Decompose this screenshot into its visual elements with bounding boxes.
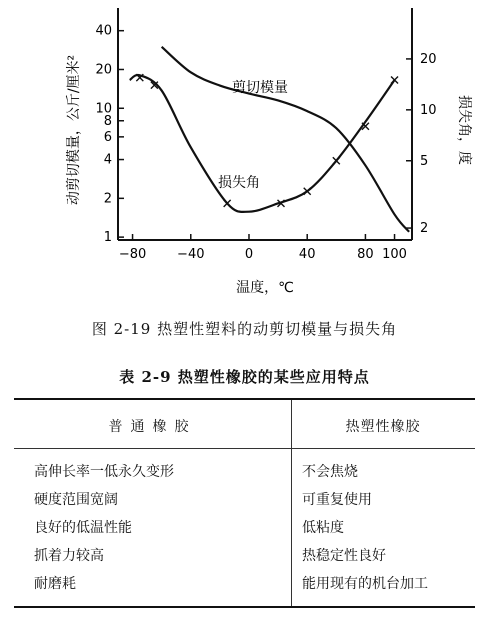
left-tick-label: 1 bbox=[103, 230, 112, 246]
left-tick-label: 40 bbox=[95, 23, 112, 39]
table-row: 高伸长率一低永久变形 bbox=[34, 464, 174, 480]
right-tick-label: 20 bbox=[420, 51, 437, 67]
x-tick-label: −40 bbox=[177, 247, 205, 262]
header-thermoplastic-rubber: 热塑性橡胶 bbox=[345, 419, 421, 435]
chart-marks bbox=[130, 47, 409, 232]
thermoplastic-rubber-list bbox=[302, 462, 428, 602]
left-tick-label: 2 bbox=[103, 191, 112, 207]
x-tick-label: −80 bbox=[118, 247, 147, 262]
table-row: 硬度范围宽阔 bbox=[34, 492, 118, 508]
right-tick-label: 10 bbox=[420, 102, 437, 118]
left-tick-label: 4 bbox=[103, 152, 112, 168]
chart-figure bbox=[0, 0, 489, 300]
header-separator bbox=[14, 448, 475, 449]
data-point-marker bbox=[333, 157, 340, 164]
left-axis-label: 动剪切模量，公斤/厘米² bbox=[66, 54, 82, 206]
left-tick-label: 20 bbox=[95, 62, 112, 78]
right-tick-label: 5 bbox=[420, 153, 429, 169]
data-point-marker bbox=[304, 188, 311, 195]
properties-table bbox=[14, 398, 475, 608]
modulus-curve-label: 剪切模量 bbox=[232, 80, 288, 96]
ordinary-rubber-list bbox=[34, 462, 174, 602]
loss-curve-label: 损失角 bbox=[218, 175, 260, 191]
table-row: 可重复使用 bbox=[302, 492, 372, 508]
x-tick-label: 100 bbox=[382, 247, 407, 262]
x-tick-label: 0 bbox=[244, 247, 254, 262]
table-row: 良好的低温性能 bbox=[34, 520, 132, 536]
modulus-curve bbox=[162, 47, 409, 232]
table-row: 耐磨耗 bbox=[34, 576, 76, 592]
x-tick-label: 80 bbox=[357, 247, 374, 262]
header-ordinary-rubber: 普通橡胶 bbox=[108, 419, 197, 435]
table-row: 抓着力较高 bbox=[34, 548, 104, 564]
x-axis-label: 温度，℃ bbox=[236, 280, 294, 296]
figure-caption: 图 2-19 热塑性塑料的动剪切模量与损失角 bbox=[91, 320, 398, 338]
table-row: 不会焦烧 bbox=[302, 464, 358, 480]
table-row: 低粘度 bbox=[302, 520, 344, 536]
chart-axes bbox=[95, 8, 436, 262]
table-title: 表 2-9 热塑性橡胶的某些应用特点 bbox=[119, 368, 370, 386]
data-point-marker bbox=[391, 77, 398, 84]
left-tick-label: 8 bbox=[103, 113, 112, 129]
left-tick-label: 10 bbox=[95, 101, 112, 117]
table-row: 热稳定性良好 bbox=[302, 548, 386, 564]
right-tick-label: 2 bbox=[420, 221, 429, 237]
left-tick-label: 6 bbox=[103, 129, 112, 145]
x-tick-label: 40 bbox=[298, 247, 316, 262]
right-axis-label: 损失角，度 bbox=[456, 95, 472, 165]
data-point-marker bbox=[224, 200, 231, 207]
table-row: 能用现有的机台加工 bbox=[302, 576, 428, 592]
